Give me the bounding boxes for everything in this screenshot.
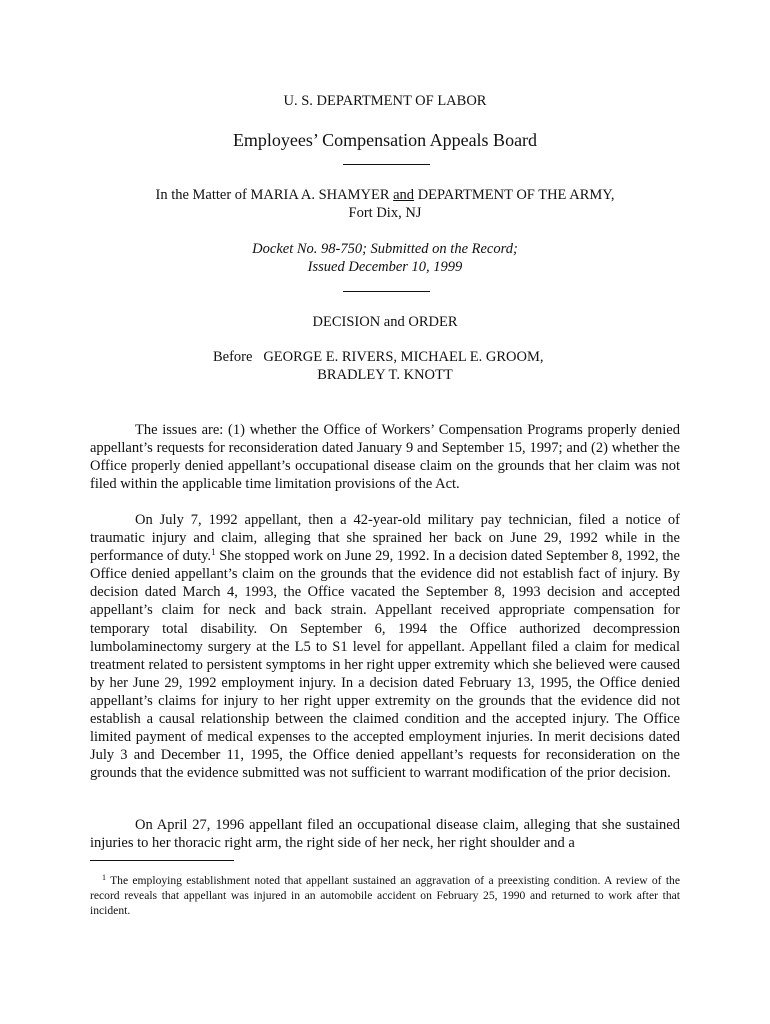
matter-suffix: DEPARTMENT OF THE ARMY, [414,187,615,203]
paragraph-occupational-claim: On April 27, 1996 appellant filed an occupational disease claim, alleging that she sustained injuries to her thoracic right arm, the right side of her neck, her right shoulder and a [90,817,680,852]
docket-divider [343,291,430,292]
board-heading: Employees’ Compensation Appeals Board [232,130,538,150]
matter-prefix: In the Matter of MARIA A. SHAMYER [155,187,394,203]
footnote-reference: 1 [211,547,216,558]
docket-line-2: Issued December 10, 1999 [307,259,463,275]
footnote [90,873,680,919]
department-heading: U. S. DEPARTMENT OF LABOR [283,93,487,109]
matter-and: and [393,187,415,203]
docket-line-1: Docket No. 98-750; Submitted on the Record; [252,241,518,257]
paragraph-issues: The issues are: (1) whether the Office of Workers’ Compensation Programs properly denied appellant’s requests for reconsideration dated January 9 and September 15, 1997; and (2) whether the Office properly denied appellant’s occupational disease claim on the grounds that her claim was not filed within the applicable time limitation provisions of the Act. [90,422,680,493]
heading-divider [343,164,430,165]
paragraph-history-a: On July 7, 1992 appellant, then a 42-year-old military pay technician, filed a notice of traumatic injury and claim, alleging that she sprained her back on June 29, 1992 while in the performance of duty. [90,512,680,565]
before-line-2: BRADLEY T. KNOTT [317,367,453,383]
paragraph-history-b: She stopped work on June 29, 1992. In a decision dated September 8, 1992, the Office denied appellant’s claim on the grounds that the evidence did not establish fact of injury. By decision dated March 4, 1993, the Office vacated the September 8, 1993 decision and accepted appellant’s claim for neck and back strain. Appellant received appropriate compensation for temporary total disability. On September 6, 1994 the Office authorized decompression lumbolaminectomy surgery at the L5 to S1 level for appellant. Appellant filed a claim for medical treatment related to persistent symptoms in her right upper extremity which she believed were caused by her June 29, 1992 employment injury. In a decision dated February 13, 1995, the Office denied appellant’s claims for injury to her right upper extremity on the grounds that the evidence did not establish a causal relationship between the claimed condition and the accepted injury. The Office limited payment of medical expenses to the accepted employment injuries. In merit decisions dated July 3 and December 11, 1995, the Office denied appellant’s requests for reconsideration on the grounds that the evidence submitted was not sufficient to warrant modification of the prior decision. [90,548,680,782]
footnote-marker: 1 [102,873,106,882]
footnote-text: The employing establishment noted that appellant sustained an aggravation of a preexisting condition. A review of the record reveals that appellant was injured in an automobile accident on February 25, 1990 and returned to work after that incident. [90,874,680,918]
matter-line [0,187,770,204]
matter-location: Fort Dix, NJ [348,205,422,221]
before-line-1: Before GEORGE E. RIVERS, MICHAEL E. GROOM, [213,349,544,365]
footnote-divider [90,860,234,861]
paragraph-history [90,511,680,782]
decision-title: DECISION and ORDER [312,314,458,330]
